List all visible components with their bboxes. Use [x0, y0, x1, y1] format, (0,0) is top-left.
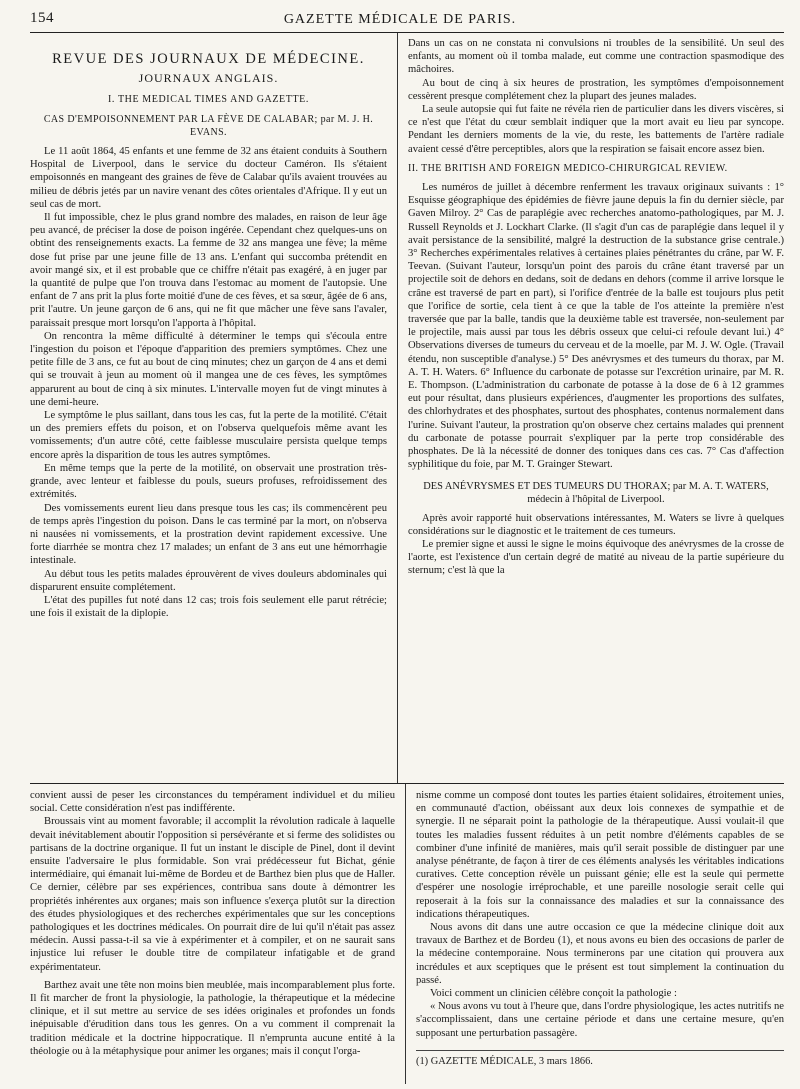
- section-rubric: REVUE DES JOURNAUX DE MÉDECINE.: [52, 51, 365, 67]
- journal-heading: II. THE BRITISH AND FOREIGN MEDICO-CHIRURGICAL REVIEW.: [408, 162, 728, 174]
- upper-section: [30, 33, 784, 784]
- paragraph: Des vomissements eurent lieu dans presque tous les cas; ils commencèrent peu de temps après l'ingestion du poison. Dans le cas terminé par la mort, on n'observa ni nausées ni vomissements, et la prostration devint rapidement excessive. Une forte diarrhée se montra chez 17 malades; un enfant de 3 ans eut une hémorrhagie intestinale.: [30, 502, 387, 567]
- paragraph: convient aussi de peser les circonstances du tempérament individuel et du milieu social. Cette considération n'est pas indifférente.: [30, 790, 395, 815]
- bottom-right-column: [405, 784, 784, 1084]
- paragraph: La seule autopsie qui fut faite ne révéla rien de particulier dans les divers viscères, si ce n'est que l'état du cœur semblait indiquer que la mort avait eu lieu par syncope. Pendant les derniers moments de la vie, du reste, les battements de l'artère radiale avaient cessé d'être perceptibles, alors que la respiration se faisait encore assez bien.: [408, 104, 784, 155]
- left-column: [30, 33, 397, 783]
- paragraph: Après avoir rapporté huit observations intéressantes, M. Waters se livre à quelques considérations sur le diagnostic et le traitement de ces tumeurs.: [408, 512, 784, 537]
- paragraph: L'état des pupilles fut noté dans 12 cas; trois fois seulement elle parut rétrécie; une fois il existait de la diplopie.: [30, 594, 387, 620]
- right-column: [397, 33, 784, 783]
- lower-section: [30, 784, 784, 1084]
- paragraph: Le symptôme le plus saillant, dans tous les cas, fut la perte de la motilité. C'était un des premiers effets du poison, et on l'observa quelquefois même avant les vomissements; d'un autre côté, cette faiblesse musculaire persista quelque temps encore après la disparition de tous les autres symptômes.: [30, 410, 387, 461]
- paragraph: Au début tous les petits malades éprouvèrent de vives douleurs abdominales qui disparurent ensuite complétement.: [30, 568, 387, 593]
- journal-title: GAZETTE MÉDICALE DE PARIS.: [283, 12, 517, 27]
- paragraph: Nous avons dit dans une autre occasion ce que la médecine clinique doit aux travaux de Barthez et de Bordeu (1), et nous avons eu bien des occasions de parler de la médecine contemporaine. Nous terminerons par une citation qui prouvera aux incrédules et aux sceptiques que le présent est tout simplement la continuation du passé.: [416, 922, 784, 986]
- footnote: (1) GAZETTE MÉDICALE, 3 mars 1866.: [416, 1050, 784, 1068]
- paragraph: Au bout de cinq à six heures de prostration, les symptômes d'empoisonnement cessèrent presque complétement chez la plupart des jeunes malades.: [408, 77, 784, 102]
- paragraph: Dans un cas on ne constata ni convulsions ni troubles de la sensibilité. Un seul des enfants, au moment où il tomba malade, eut comme une contraction spasmodique des mâchoires.: [408, 38, 784, 76]
- paragraph: Il fut impossible, chez le plus grand nombre des malades, en raison de leur âge peu avancé, de préciser la dose de poison ingérée. Cependant chez quelques-uns on obtint des renseignements exacts. La femme de 32 ans mangea une fève; la même dose fut prise par une jeune fille de 13 ans. L'enfant qui succomba prétendit en avoir mangé six, et il est probable que ce chiffre n'était pas exagéré, à en juger par la quantité de pulpe que l'on trouva dans l'estomac au moment de l'autopsie. Une enfant de 7 ans prit la plus forte moitié d'une de ces fèves, et sa sœur, âgée de 6 ans, prit l'autre. Un jeune garçon de 6 ans, qui ne fit que mâcher une fève sans l'avaler, paraissait presque mort lorsqu'on l'apporta à l'hôpital.: [30, 212, 387, 329]
- paragraph: Les numéros de juillet à décembre renferment les travaux originaux suivants : 1° Esquisse géographique des épidémies de fièvre jaune depuis la fin du dernier siècle, par Gaven Milroy. 2° Cas de paraplégie avec recherches anatomo-pathologiques, par M. J. Russell Reynolds et J. Lockhart Clarke. (Il s'agit d'un cas de paraplégie dans lequel il y avait persistance de la sensibilité, malgré la destruction de la substance grise centrale.) 3° Recherches expérimentales relatives à certaines plaies pénétrantes du crâne, par W. F. Teevan. (Suivant l'auteur, lorsqu'un point des parois du crâne étant traversé par un projectile soit de dehors en dedans, soit de dedans en dehors (comme il arrive lorsque le crâne est traversé de part en part), si l'orifice d'entrée de la balle est toujours plus petit que l'orifice de sortie, cela tient à ce que la table de l'os atteinte la première n'est traversée que par la balle, tandis que la deuxième table est traversée, non-seulement par le projectile, mais aussi par tous les débris osseux que celui-ci refoule devant lui.) 4° Observations diverses de tumeurs du cerveau et de la moelle, par M. J. W. Ogle. (Travail étendu, non susceptible d'analyse.) 5° Des anévrysmes et des tumeurs du thorax, par M. A. T. H. Waters. 6° Influence du carbonate de potasse sur l'excrétion urinaire, par M. R. E. Thompson. (L'administration du carbonate de potasse à la dose de 6 à 12 grammes eut pour résultat, dans plusieurs expériences, d'augmenter les proportions des sulfates, des chlorhydrates et des phosphates, surtout des phosphates, contenus normalement dans l'urine. Suivant l'auteur, la prostration qu'on observe chez certains malades qui prennent du carbonate de potasse pourrait s'expliquer par la perte trop considérable des phosphates. De là la nécessité de donner des toniques dans ces cas. 7° Cas d'affection syphilitique du foie, par M. T. Grainger Stewart.: [408, 182, 784, 471]
- paragraph: « Nous avons vu tout à l'heure que, dans l'ordre physiologique, les actes nutritifs ne s'accomplissaient, dans une certaine période et dans une certaine mesure, qu'en supposant une perturbation passagère.: [416, 1001, 784, 1039]
- paragraph: En même temps que la perte de la motilité, on observait une prostration très-grande, avec lenteur et faiblesse du pouls, sueurs profuses, refroidissement des extrémités.: [30, 462, 387, 501]
- paragraph: Le 11 août 1864, 45 enfants et une femme de 32 ans étaient conduits à Southern Hospital de Liverpool, dans le service du docteur Caméron. Ils s'étaient empoisonnés en mangeant des graines de fève de Calabar qu'ils avaient trouvées au milieu de débris jetés par un navire venant des côtes orientales d'Afrique. Il y eut un seul cas de mort.: [30, 146, 387, 210]
- paragraph: Barthez avait une tête non moins bien meublée, mais incomparablement plus forte. Il fit marcher de front la physiologie, la pathologie, la thérapeutique et la médecine clinique, et il sut mettre au service de ses idées originales et profondes un fonds inépuisable d'érudition dans tous les genres. On a vu comment il comprenait la tradition médicale et la doctrine hippocratique. Il n'emprunta aucune entité à la théologie ou à la métaphysique pour animer les organes; mais il conçut l'orga-: [30, 979, 395, 1057]
- section-subrubric: JOURNAUX ANGLAIS.: [138, 71, 279, 86]
- paragraph: Broussais vint au moment favorable; il accomplit la révolution radicale à laquelle devait inévitablement aboutir l'opposition si persévérante et si ferme des solidistes ou partisans de la doctrine organique. Il fut un instant le disciple de Pinel, dont il devint ensuite l'adversaire le plus formidable. Son vrai prédécesseur fut Bichat, génie intermédiaire, qui émanait lui-même de Bordeu et de Barthez bien plus que de Haller. Ce dernier, célèbre par ses expériences, contribua sans doute à démontrer les propriétés inhérentes aux organes; mais son influence s'exerça plutôt sur la direction des études physiologiques et des recherches expérimentales que sur les conceptions pathologiques et les doctrines médicales. On pourrait dire de lui qu'il n'était pas assez médecin. Aussi passa-t-il sa vie à expérimenter et à compiler, et on ne saurait sans injustice lui refuser le double titre de compilateur infatigable et de grand expérimentateur.: [30, 816, 395, 973]
- paragraph: Voici comment un clinicien célèbre conçoit la pathologie :: [430, 988, 677, 1000]
- article-title: CAS D'EMPOISONNEMENT PAR LA FÈVE DE CALABAR; par M. J. H. EVANS.: [43, 113, 374, 138]
- paragraph: nisme comme un composé dont toutes les parties étaient solidaires, étroitement unies, en communauté d'action, obéissant aux deux lois connexes de sympathie et de synergie. Il ne séparait point la pathologie de la thérapeutique. Aussi voulait-il que toutes les maladies fussent réduites à un petit nombre d'éléments capables de se combiner d'une infinité de manières, mais qu'il serait possible de distinguer par une analyse pénétrante, de façon à tirer de ces éléments analysés les véritables indications curatives. Cette conception révèle un puissant génie; elle est la seule qui permette d'espérer une nosologie irréprochable, et une pareille nosologie serait celle qui reposerait à la fois sur la connaissance des maladies et sur la connaissance des indications thérapeutiques.: [416, 790, 784, 920]
- journal-heading: I. THE MEDICAL TIMES AND GAZETTE.: [108, 94, 309, 106]
- paragraph: On rencontra la même difficulté à déterminer le temps qui s'écoula entre l'ingestion du poison et l'époque d'apparition des premiers symptômes. Chez une petite fille de 3 ans, ce fut au bout de cinq minutes; chez un garçon de 4 ans et demi qui se trouvait à jeun au moment où il mangea une de ces fèves, les symptômes apparurent au bout de cinq à six minutes. L'intervalle moyen fut de vingt minutes à une demi-heure.: [30, 330, 387, 408]
- paragraph: Le premier signe et aussi le signe le moins équivoque des anévrysmes de la crosse de l'aorte, est l'existence d'un certain degré de matité au niveau de la partie supérieure du sternum; c'est là que la: [408, 538, 784, 577]
- page-number: 154: [30, 10, 54, 26]
- article-title: DES ANÉVRYSMES ET DES TUMEURS DU THORAX; par M. A. T. WATERS, médecin à l'hôpital de Liverpool.: [423, 480, 769, 505]
- bottom-left-column: [30, 784, 405, 1084]
